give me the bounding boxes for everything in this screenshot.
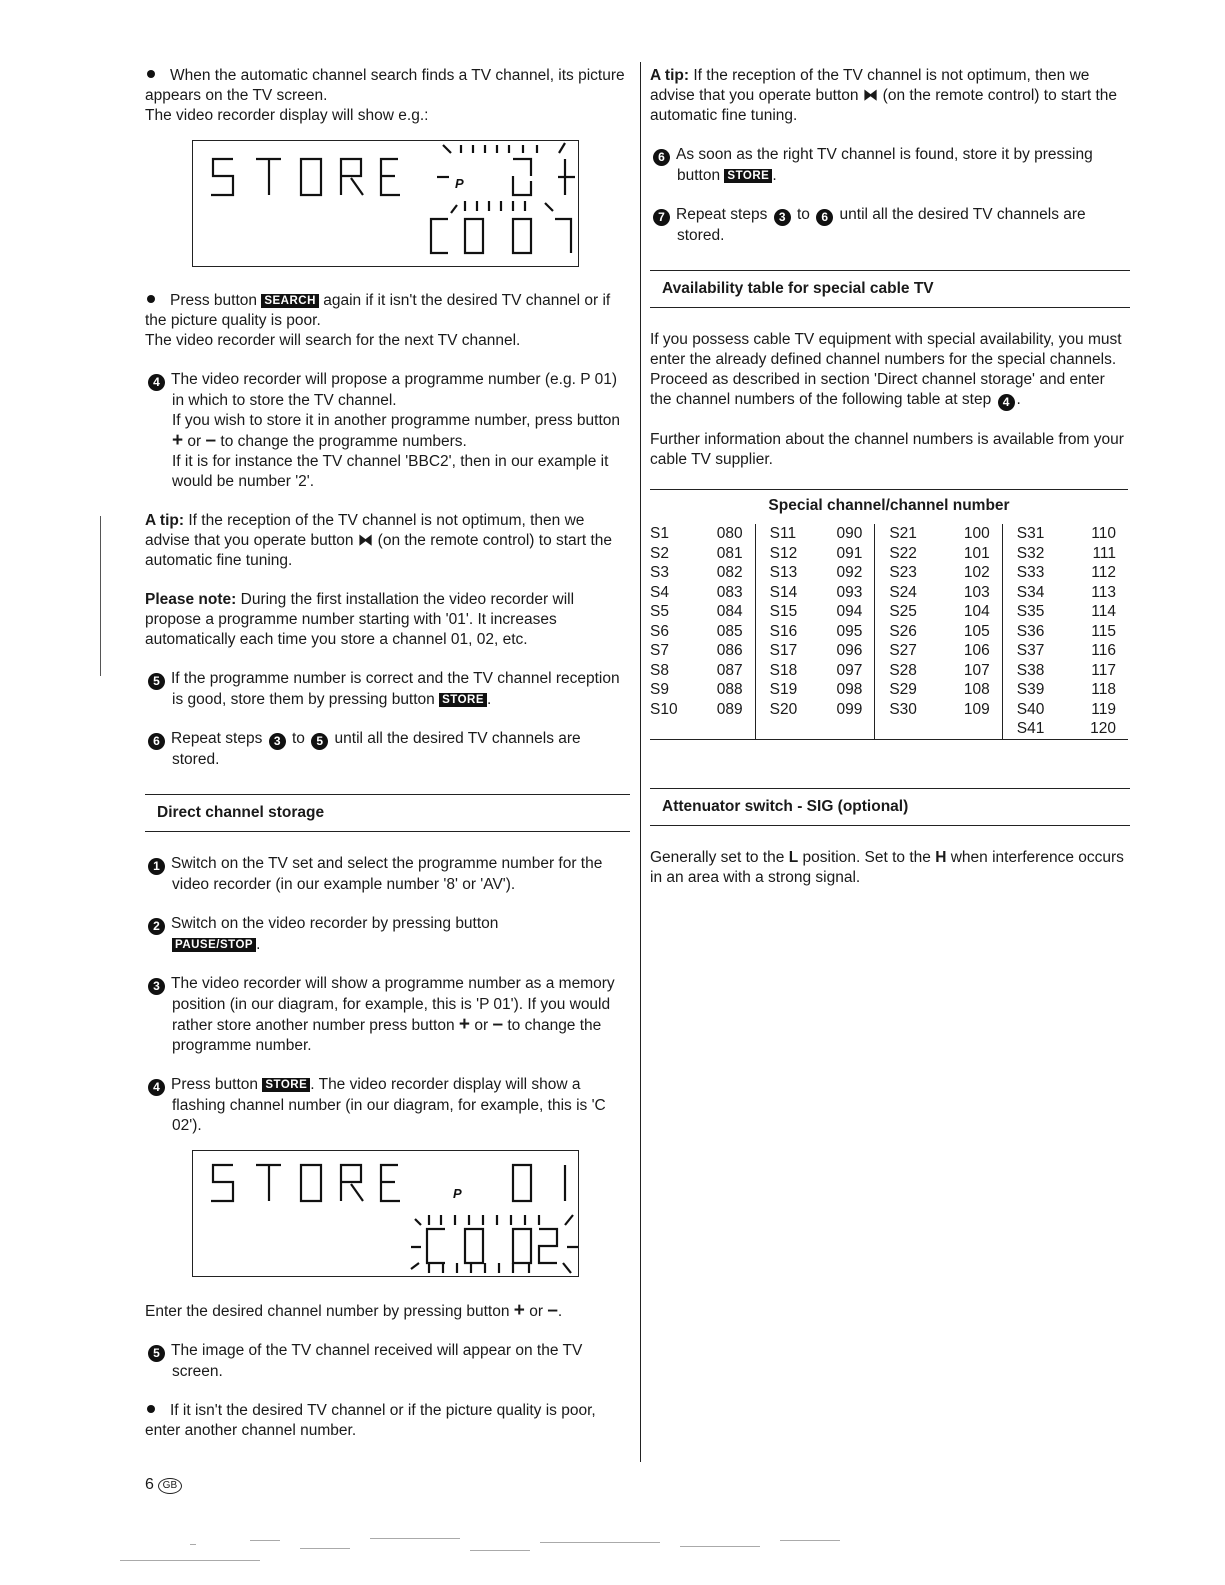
left-column [145, 66, 630, 1460]
step-number-icon: 7 [653, 209, 670, 226]
channel-table-row [650, 544, 1128, 564]
channel-number-cell: 117 [1091, 661, 1116, 679]
direct-step-1: 1 Switch on the TV set and select the programme number for the video recorder (in our example number '8' or 'AV'). [145, 854, 630, 895]
lcd-display-1 [192, 140, 579, 267]
lcd2-segments [211, 1165, 578, 1273]
channel-number-cell: 116 [1091, 642, 1116, 659]
section-attenuator-switch: Attenuator switch - SIG (optional) [650, 788, 1130, 826]
channel-table-row [650, 583, 1128, 603]
channel-number-cell: 114 [1091, 603, 1116, 620]
plus-icon: + [172, 430, 184, 451]
channel-table-row [650, 719, 1128, 739]
channel-table-title: Special channel/channel number [768, 497, 1010, 514]
step-number-icon: 6 [653, 149, 670, 166]
last-bullet-paragraph: If it isn't the desired TV channel or if the picture quality is poor, enter another channel number. [145, 1402, 596, 1439]
special-channel-cell: S4 [650, 583, 669, 601]
channel-number-cell: 098 [825, 680, 875, 700]
special-channel-cell: S14 [769, 583, 798, 601]
step-number-icon: 4 [148, 1079, 165, 1096]
plus-icon: + [458, 1014, 471, 1035]
channel-table-row [650, 700, 1128, 720]
press-search-paragraph: Press button SEARCH again if it isn't the desired TV channel or if the picture quality is poor. [145, 292, 611, 329]
channel-table-block [650, 489, 1128, 740]
special-channel-cell: S2 [650, 544, 669, 562]
channel-number-cell: 115 [1091, 622, 1116, 640]
channel-number-cell: 087 [705, 661, 755, 681]
step-6-repeat: 6 Repeat steps 3 to 5 until all the desired TV channels are stored. [145, 729, 630, 770]
special-channel-cell [875, 719, 945, 739]
channel-number-cell: 101 [944, 544, 1002, 564]
special-channel-cell: S22 [889, 544, 917, 562]
country-badge: GB [158, 1478, 182, 1494]
step-number-icon: 5 [148, 1345, 165, 1362]
step-number-icon: 2 [148, 918, 165, 935]
channel-number-cell: 082 [705, 563, 755, 583]
lcd-display-2 [192, 1150, 579, 1277]
channel-number-cell: 110 [1091, 525, 1116, 542]
attenuator-paragraph: Generally set to the L position. Set to the H when interference occurs in an area with a strong signal. [650, 848, 1124, 886]
channel-table-row [650, 622, 1128, 642]
tip-paragraph-right: A tip: If the reception of the TV channel is not optimum, then we advise that you operate button ⧓ (on the remote control) to start the automatic fine tuning. [650, 67, 1118, 124]
special-channel-cell: S13 [769, 564, 798, 581]
special-channel-cell: S23 [889, 564, 917, 581]
right-step-7: 7 Repeat steps 3 to 6 until all the desired TV channels are stored. [650, 205, 1130, 246]
note-paragraph: Please note: During the first installation the video recorder will propose a programme number starting with '01'. It increases automatically each time you store a channel 01, 02, etc. [145, 591, 575, 648]
step-number-icon: 5 [148, 673, 165, 690]
lcd-display-1-graphic [193, 141, 578, 266]
availability-further: Further information about the channel numbers is available from your cable TV supplier. [650, 431, 1124, 468]
channel-number-cell: 089 [705, 700, 755, 720]
special-channel-cell: S26 [889, 622, 917, 640]
page-number: 6 GB [145, 1475, 182, 1495]
lcd1-p-label: P [455, 176, 464, 191]
channel-number-cell [944, 719, 1002, 739]
channel-number-cell: 111 [1092, 544, 1116, 562]
special-channel-cell: S34 [1016, 583, 1045, 601]
special-channel-cell: S35 [1016, 603, 1045, 620]
special-channel-cell: S1 [650, 525, 669, 542]
bullet-icon [147, 70, 155, 78]
direct-step-4: 4 Press button STORE . The video recorder display will show a flashing channel number (in our diagram, for example, this is 'C 02'). [145, 1075, 630, 1136]
store-key-label: STORE [262, 1078, 310, 1092]
special-channel-cell: S37 [1016, 642, 1045, 659]
direct-step-3: 3 The video recorder will show a programme number as a memory position (in our diagram, for example, this is 'P 01'). If you would rather store another number press button + or – to change the programme number. [145, 974, 630, 1056]
store-key-label: STORE [439, 693, 487, 707]
special-channel-cell: S15 [769, 603, 798, 620]
special-channel-cell: S30 [889, 700, 917, 718]
channel-number-cell: 108 [944, 680, 1002, 700]
channel-number-cell [825, 719, 875, 739]
special-channel-cell: S17 [769, 642, 798, 659]
special-channel-cell: S11 [769, 525, 797, 542]
channel-table-row [650, 680, 1128, 700]
direct-step-5: 5 The image of the TV channel received will appear on the TV screen. [145, 1341, 630, 1382]
channel-number-cell: 107 [944, 661, 1002, 681]
channel-number-cell: 091 [825, 544, 875, 564]
channel-table-row [650, 641, 1128, 661]
channel-number-cell: 112 [1091, 564, 1116, 581]
channel-number-cell: 103 [944, 583, 1002, 603]
special-channel-cell: S25 [889, 603, 917, 620]
lcd1-segments [211, 143, 575, 253]
channel-number-cell: 102 [944, 563, 1002, 583]
channel-table [650, 524, 1128, 739]
bullet-icon [147, 1405, 155, 1413]
channel-number-cell: 100 [944, 524, 1002, 544]
step-number-icon: 4 [998, 394, 1015, 411]
margin-mark [100, 516, 101, 676]
availability-proceed: Proceed as described in section 'Direct channel storage' and enter the channel numbers of the following table at step 4 . [650, 371, 1105, 409]
channel-number-cell: 080 [705, 524, 755, 544]
channel-number-cell: 113 [1091, 583, 1116, 601]
enter-channel-paragraph: Enter the desired channel number by pressing button + or –. [145, 1300, 563, 1321]
channel-number-cell [705, 719, 755, 739]
plus-icon: + [513, 1300, 525, 1321]
search-found-paragraph: When the automatic channel search finds a TV channel, its picture appears on the TV screen. [145, 67, 625, 104]
right-step-6: 6 As soon as the right TV channel is found, store it by pressing button STORE . [650, 145, 1130, 186]
special-channel-cell: S40 [1016, 700, 1045, 718]
channel-number-cell: 104 [944, 602, 1002, 622]
special-channel-cell: S18 [769, 661, 798, 679]
fine-tuning-icon: ⧓ [862, 87, 879, 104]
minus-icon: – [547, 1300, 558, 1321]
step-number-icon: 3 [774, 209, 791, 226]
step-5-store: 5 If the programme number is correct and the TV channel reception is good, store them by pressing button STORE . [145, 669, 630, 710]
step-number-icon: 1 [148, 858, 165, 875]
column-divider [640, 62, 641, 1462]
special-channel-cell: S32 [1016, 544, 1045, 562]
fine-tuning-icon: ⧓ [357, 532, 374, 549]
special-channel-cell [755, 719, 825, 739]
special-channel-cell: S3 [650, 564, 669, 581]
special-channel-cell: S41 [1016, 720, 1045, 737]
minus-icon: – [492, 1014, 504, 1035]
search-next-paragraph: The video recorder will search for the next TV channel. [145, 332, 521, 349]
special-channel-cell: S7 [650, 642, 669, 659]
channel-number-cell: 096 [825, 641, 875, 661]
channel-number-cell: 120 [1090, 720, 1116, 737]
special-channel-cell: S28 [889, 661, 917, 679]
special-channel-cell: S36 [1016, 622, 1045, 640]
channel-number-cell: 109 [944, 700, 1002, 720]
channel-number-cell: 081 [705, 544, 755, 564]
channel-number-cell: 095 [825, 622, 875, 642]
lcd-display-2-graphic [193, 1151, 578, 1276]
channel-number-cell: 105 [944, 622, 1002, 642]
minus-icon: – [205, 430, 217, 451]
special-channel-cell: S10 [650, 700, 678, 718]
channel-number-cell: 083 [705, 583, 755, 603]
scan-noise [120, 1530, 920, 1570]
step-4-propose: 4 The video recorder will propose a programme number (e.g. P 01) in which to store the TV channel. If you wish to store it in another programme number, press button + or – to change the programme numbers. If it is for instance the TV channel 'BBC2', then in our example it would be number '2'. [145, 370, 630, 492]
special-channel-cell: S33 [1016, 564, 1045, 581]
channel-number-cell: 092 [825, 563, 875, 583]
special-channel-cell: S6 [650, 622, 669, 640]
channel-number-cell: 099 [825, 700, 875, 720]
lcd2-p-label: P [453, 1186, 462, 1201]
special-channel-cell: S20 [769, 700, 798, 718]
section-availability-table: Availability table for special cable TV [650, 270, 1130, 308]
tip-paragraph-left: A tip: If the reception of the TV channel is not optimum, then we advise that you operate button ⧓ (on the remote control) to start the automatic fine tuning. [145, 512, 613, 569]
channel-table-row [650, 602, 1128, 622]
special-channel-cell: S31 [1016, 525, 1045, 542]
channel-number-cell: 088 [705, 680, 755, 700]
channel-table-row [650, 563, 1128, 583]
store-key-label: STORE [724, 169, 772, 183]
section-direct-channel-storage: Direct channel storage [145, 794, 630, 832]
special-channel-cell: S29 [889, 681, 917, 698]
pause-stop-key-label: PAUSE/STOP [172, 938, 256, 952]
channel-number-cell: 097 [825, 661, 875, 681]
step-number-icon: 3 [148, 978, 165, 995]
channel-table-row [650, 661, 1128, 681]
step-number-icon: 6 [816, 209, 833, 226]
bullet-icon [147, 295, 155, 303]
special-channel-cell: S9 [650, 681, 669, 698]
channel-table-row [650, 524, 1128, 544]
special-channel-cell: S21 [889, 525, 917, 542]
special-channel-cell: S5 [650, 603, 669, 620]
special-channel-cell: S38 [1016, 661, 1045, 679]
special-channel-cell: S16 [769, 622, 798, 640]
channel-number-cell: 086 [705, 641, 755, 661]
step-number-icon: 3 [269, 733, 286, 750]
channel-number-cell: 094 [825, 602, 875, 622]
search-key-label: SEARCH [261, 294, 319, 308]
availability-intro: If you possess cable TV equipment with special availability, you must enter the already defined channel numbers for the special channels. [650, 331, 1122, 368]
special-channel-cell: S12 [769, 544, 798, 562]
channel-number-cell: 118 [1091, 681, 1116, 698]
special-channel-cell: S8 [650, 661, 669, 679]
direct-step-2: 2 Switch on the video recorder by pressing button PAUSE/STOP . [145, 914, 630, 955]
special-channel-cell: S24 [889, 583, 917, 601]
special-channel-cell: S27 [889, 642, 917, 659]
step-number-icon: 5 [311, 733, 328, 750]
channel-number-cell: 106 [944, 641, 1002, 661]
special-channel-cell: S39 [1016, 681, 1045, 698]
step-number-icon: 6 [148, 733, 165, 750]
channel-number-cell: 085 [705, 622, 755, 642]
step-number-icon: 4 [148, 374, 165, 391]
special-channel-cell [650, 719, 705, 739]
special-channel-cell: S19 [769, 681, 798, 698]
channel-number-cell: 119 [1091, 700, 1116, 718]
channel-number-cell: 090 [825, 524, 875, 544]
channel-number-cell: 093 [825, 583, 875, 603]
right-column [650, 66, 1130, 907]
channel-number-cell: 084 [705, 602, 755, 622]
display-intro: The video recorder display will show e.g.: [145, 107, 429, 124]
